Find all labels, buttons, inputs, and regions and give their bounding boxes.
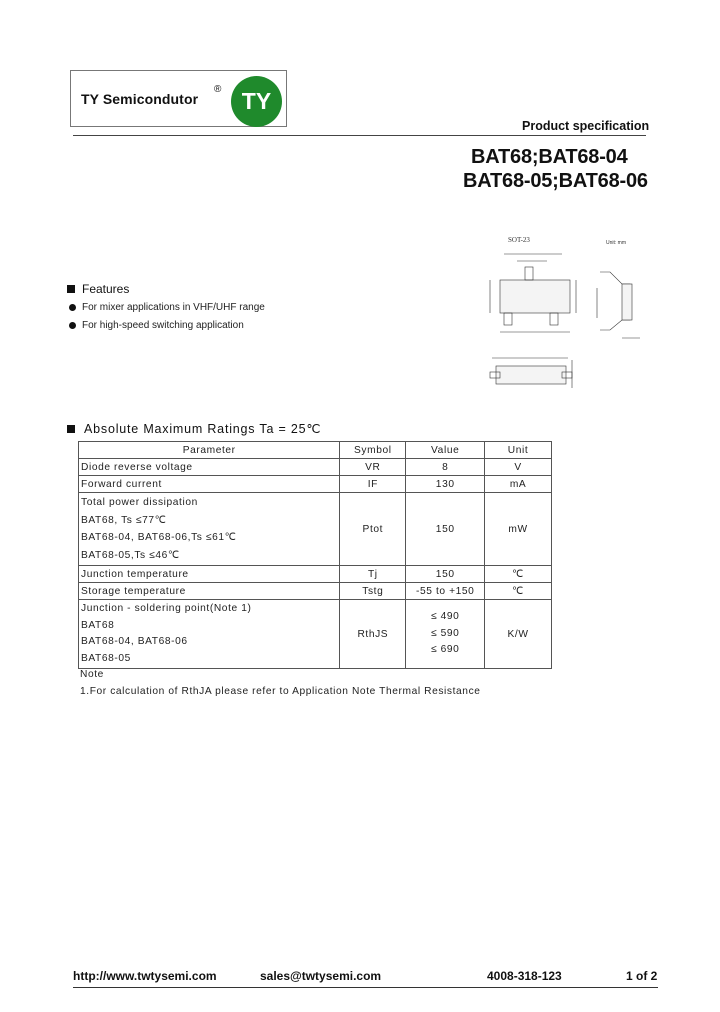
feature-item xyxy=(69,302,265,313)
part-number-line1: BAT68;BAT68-04 xyxy=(471,146,628,168)
logo-text: TY xyxy=(241,88,272,114)
table-row xyxy=(79,600,552,669)
column-header: Unit xyxy=(485,442,552,459)
document-type: Product specification xyxy=(522,119,650,133)
square-bullet-icon xyxy=(67,425,75,433)
note-label: Note xyxy=(80,669,104,680)
value-cell: 150 xyxy=(406,566,485,583)
package-top-body xyxy=(500,280,570,313)
table-header-row xyxy=(79,442,552,459)
parameter-line: Total power dissipation xyxy=(81,497,198,508)
brand-name: TY Semicondutor xyxy=(81,91,199,107)
unit-cell: K/W xyxy=(485,600,552,669)
note-text: 1.For calculation of RthJA please refer to Application Note Thermal Resistance xyxy=(80,686,481,697)
feature-item xyxy=(69,320,244,331)
unit-label: Unit: mm xyxy=(606,240,626,246)
parameter-line: BAT68, Ts ≤77℃ xyxy=(81,514,167,526)
footer-email-link[interactable]: sales@twtysemi.com xyxy=(260,969,382,983)
value-line: ≤ 690 xyxy=(430,644,460,656)
registered-mark: ® xyxy=(214,84,222,95)
page-number: 1 of 2 xyxy=(626,969,658,983)
table-row xyxy=(79,583,552,600)
parameter-line: BAT68-04, BAT68-06 xyxy=(81,636,188,647)
features-heading xyxy=(67,282,129,296)
table-row xyxy=(79,459,552,476)
package-name-label: SOT-23 xyxy=(508,236,530,244)
parameter-cell: Diode reverse voltage xyxy=(79,459,340,476)
ratings-heading-text: Absolute Maximum Ratings Ta = 25℃ xyxy=(84,422,322,436)
symbol-cell: Tstg xyxy=(340,583,406,600)
symbol-cell: VR xyxy=(340,459,406,476)
value-cell: 8 xyxy=(406,459,485,476)
table-row xyxy=(79,493,552,566)
feature-text: For mixer applications in VHF/UHF range xyxy=(82,302,265,313)
footer-divider xyxy=(73,987,658,988)
parameter-cell: Junction temperature xyxy=(79,566,340,583)
parameter-line: BAT68-04, BAT68-06,Ts ≤61℃ xyxy=(81,532,237,543)
column-header: Value xyxy=(406,442,485,459)
value-cell xyxy=(406,600,485,669)
symbol-cell: Tj xyxy=(340,566,406,583)
table-row xyxy=(79,476,552,493)
square-bullet-icon xyxy=(67,285,75,293)
package-lead xyxy=(504,313,512,325)
ratings-table xyxy=(78,441,552,669)
round-bullet-icon xyxy=(69,322,76,329)
package-bottom-body xyxy=(496,366,566,384)
parameter-line: BAT68 xyxy=(81,619,115,631)
column-header: Parameter xyxy=(79,442,340,459)
unit-cell: ℃ xyxy=(485,583,552,600)
parameter-cell: Storage temperature xyxy=(79,583,340,600)
value-cell: 130 xyxy=(406,476,485,493)
symbol-cell: RthJS xyxy=(340,600,406,669)
value-line: ≤ 590 xyxy=(430,627,460,639)
column-header: Symbol xyxy=(340,442,406,459)
value-cell: 150 xyxy=(406,493,485,566)
value-line: ≤ 490 xyxy=(430,611,460,623)
feature-text: For high-speed switching application xyxy=(82,320,244,331)
parameter-cell xyxy=(79,600,340,669)
symbol-cell: Ptot xyxy=(340,493,406,566)
features-heading-text: Features xyxy=(82,282,130,296)
package-lead xyxy=(550,313,558,325)
footer-phone: 4008-318-123 xyxy=(487,969,562,983)
parameter-line: BAT68-05,Ts ≤46℃ xyxy=(81,549,180,561)
unit-cell: mA xyxy=(485,476,552,493)
unit-cell: V xyxy=(485,459,552,476)
header-divider xyxy=(73,135,646,136)
parameter-cell: Forward current xyxy=(79,476,340,493)
symbol-cell: IF xyxy=(340,476,406,493)
round-bullet-icon xyxy=(69,304,76,311)
package-outline-drawing xyxy=(472,228,650,414)
package-side-body xyxy=(622,284,632,320)
part-number-line2: BAT68-05;BAT68-06 xyxy=(463,170,648,192)
unit-cell: ℃ xyxy=(485,566,552,583)
parameter-line: Junction - soldering point(Note 1) xyxy=(81,603,252,614)
value-cell: -55 to +150 xyxy=(406,583,485,600)
unit-cell: mW xyxy=(485,493,552,566)
logo-badge xyxy=(231,76,282,127)
parameter-cell xyxy=(79,493,340,566)
ratings-heading xyxy=(67,421,321,436)
parameter-line: BAT68-05 xyxy=(81,652,131,664)
table-row xyxy=(79,566,552,583)
footer-website-link[interactable]: http://www.twtysemi.com xyxy=(73,969,217,983)
package-lead xyxy=(525,267,533,280)
